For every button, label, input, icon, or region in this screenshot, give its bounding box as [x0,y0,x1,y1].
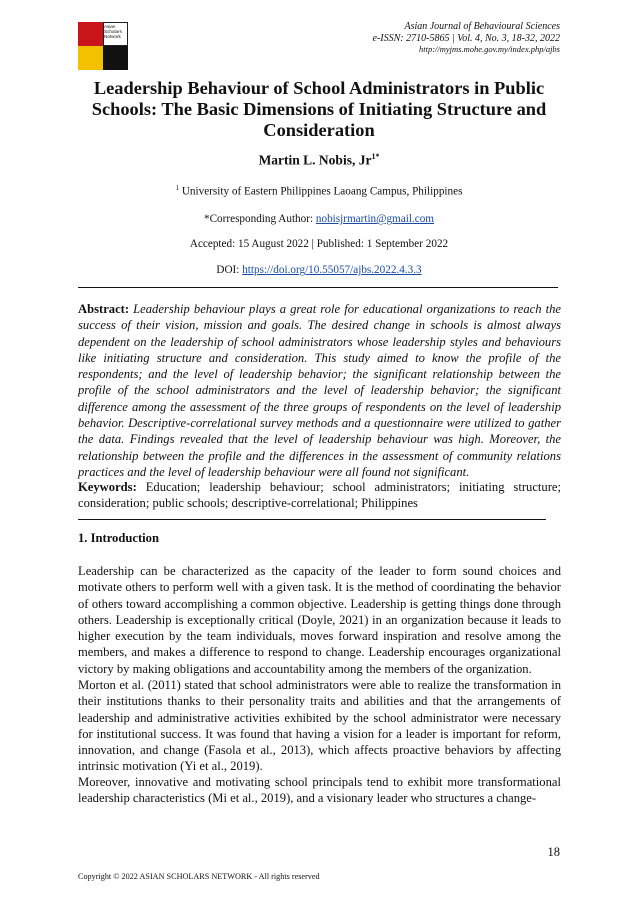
logo-text: Asian Scholars Network [104,24,122,39]
author-sup: 1* [371,152,380,161]
doi-line [70,264,568,276]
journal-issue: e-ISSN: 2710-5865 | Vol. 4, No. 3, 18-32, 2022 [372,32,560,44]
abstract-text: Leadership behaviour plays a great role for educational organizations to reach the success of their vision, mission and goals. The desired change in schools is almost always dependent on the leadership of school administrators whose leadership styles and behaviours like initiating structure and consideration. This study aimed to know the profile of the respondents; and the level of leadership behavior; the significant relationship between the profile of the school administrators and the level of leadership behavior; the significant difference among the assessment of the three groups of respondents on the level of leadership behavior. Descriptive-correlational survey methods and a questionnaire were utilized to gather the data. Findings revealed that the level of leadership behaviour was high. Moreover, the relationship between the profile and the differences in the assessment of community relations practices and the level of leadership behaviour were all found not significant. [78,302,561,479]
copyright: Copyright © 2022 ASIAN SCHOLARS NETWORK - All rights reserved [78,872,320,881]
author-name: Martin L. Nobis, Jr [258,152,372,168]
affiliation-sup: 1 [175,184,180,192]
journal-name: Asian Journal of Behavioural Sciences [404,21,560,32]
keywords-label: Keywords: [78,480,137,494]
keywords [78,479,561,512]
logo-black-block [103,46,128,70]
corresponding-author [70,213,568,225]
journal-header [260,21,560,56]
email-link[interactable]: nobisjrmartin@gmail.com [315,213,434,225]
doi-label: DOI: [216,264,243,276]
page-number: 18 [547,845,560,859]
abstract-label: Abstract: [78,302,130,316]
keywords-divider [78,519,546,520]
paper-title: Leadership Behaviour of School Administrators in Public Schools: The Basic Dimensions of Initiating Structure and Consideration [91,78,547,140]
logo-red-block [78,22,103,46]
intro-paragraph-2: Morton et al. (2011) stated that school administrators were able to realize the transformation in their institutions thanks to their personality traits and abilities and that the arrangements of leadership and administrative activities exhibited by the school administrator were necessary for institutional success. It was found that having a vision for a leader is important for reform, innovation, and change (Fasola et al., 2013), which affects proactive behaviors by affecting intrinsic motivation (Yi et al., 2019). [78,678,561,774]
section-heading: 1. Introduction [78,531,159,545]
abstract [78,301,561,480]
journal-url[interactable]: http://myjms.mohe.gov.my/index.php/ajbs [418,44,560,54]
keywords-text: Education; leadership behaviour; school administrators; initiating structure; consideration; public schools; descriptive-correlational; Philippines [78,480,561,511]
dates-line: Accepted: 15 August 2022 | Published: 1 September 2022 [189,238,449,250]
publisher-logo [78,22,128,70]
header-divider [78,287,558,288]
affiliation [70,184,568,198]
author-line [70,152,568,169]
intro-paragraph-3: Moreover, innovative and motivating school principals tend to exhibit more transformational leadership characteristics (Mi et al., 2019), and a visionary leader who structures a change- [78,775,561,806]
affiliation-text: University of Eastern Philippines Laoang Campus, Philippines [181,185,463,198]
intro-paragraph-1: Leadership can be characterized as the capacity of the leader to form sound choices and motivate others to perform well with a given task. It is the method of coordinating the behavior of others toward accomplishing a common objective. Leadership is getting things done through others. Leadership is exceptionally critical (Doyle, 2021) in an organization because it leads to higher execution by the team individuals, moves forward inspiration and resolve among the members, and makes a difference to respond to change. Leadership encourages organizational victory by making obligations and accountability among the members of the organization. [78,564,561,676]
logo-yellow-block [78,46,103,70]
corresponding-label: *Corresponding Author: [204,213,316,225]
doi-link[interactable]: https://doi.org/10.55057/ajbs.2022.4.3.3 [242,264,422,276]
